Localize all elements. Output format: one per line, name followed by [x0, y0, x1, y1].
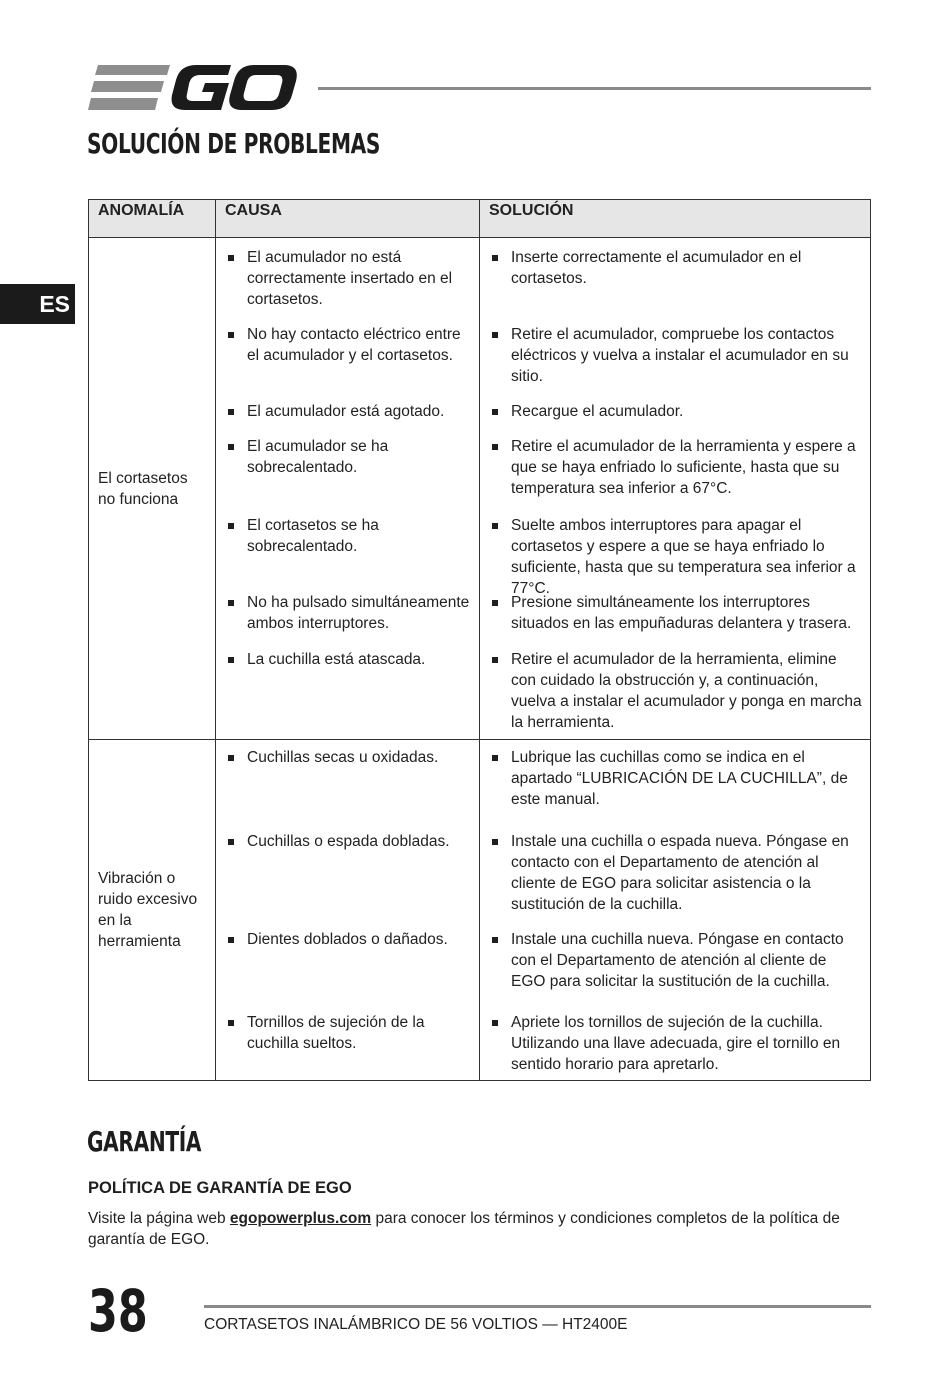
footer-rule — [204, 1305, 871, 1308]
list-item: El acumulador se ha sobrecalentado. — [216, 436, 479, 478]
list-item: Cuchillas o espada dobladas. — [216, 831, 456, 852]
warranty-body: Visite la página web egopowerplus.com para conocer los términos y condiciones completos de la política de garantía de EGO. — [88, 1210, 840, 1248]
header-cause: CAUSA — [216, 200, 480, 238]
troubleshooting-table — [88, 199, 871, 1081]
bullet-icon — [492, 255, 498, 261]
list-item: Recargue el acumulador. — [480, 401, 689, 422]
bullet-icon — [492, 332, 498, 338]
bullet-icon — [228, 1020, 234, 1026]
bullet-icon — [492, 1020, 498, 1026]
bullet-icon — [492, 937, 498, 943]
bullet-icon — [492, 839, 498, 845]
table-row — [89, 238, 871, 740]
list-item: Instale una cuchilla nueva. Póngase en contacto con el Departamento de atención al cliente de EGO para solicitar la sustitución de la cuchilla. — [480, 929, 870, 992]
section-title-warranty: GARANTÍA — [87, 1125, 202, 1158]
list-item: Retire el acumulador, compruebe los contactos eléctricos y vuelva a instalar el acumulador en su sitio. — [480, 324, 870, 387]
header-solution: SOLUCIÓN — [480, 200, 871, 238]
list-item: Cuchillas secas u oxidadas. — [216, 747, 444, 768]
page-number: 38 — [88, 1277, 148, 1345]
list-item: La cuchilla está atascada. — [216, 649, 431, 670]
bullet-icon — [492, 444, 498, 450]
cause-cell — [216, 740, 480, 1081]
section-title-troubleshooting: SOLUCIÓN DE PROBLEMAS — [87, 127, 381, 160]
list-item: Tornillos de sujeción de la cuchilla sueltos. — [216, 1012, 479, 1054]
bullet-icon — [228, 444, 234, 450]
bullet-icon — [492, 657, 498, 663]
list-item: El acumulador está agotado. — [216, 401, 450, 422]
bullet-icon — [228, 937, 234, 943]
bullet-icon — [228, 600, 234, 606]
warranty-subtitle: POLÍTICA DE GARANTÍA DE EGO — [88, 1179, 352, 1197]
language-tab: ES — [0, 284, 75, 324]
list-item: Retire el acumulador de la herramienta, elimine con cuidado la obstrucción y, a continuación, vuelva a instalar el acumulador y ponga en marcha la herramienta. — [480, 649, 870, 733]
bullet-icon — [492, 523, 498, 529]
list-item: Presione simultáneamente los interruptores situados en las empuñaduras delantera y trasera. — [480, 592, 870, 634]
solution-cell — [480, 740, 871, 1081]
bullet-icon — [228, 255, 234, 261]
list-item: Suelte ambos interruptores para apagar el cortasetos y espere a que se haya enfriado lo suficiente, hasta que su temperatura sea inferior a 77°C. — [480, 515, 870, 599]
solution-cell — [480, 238, 871, 740]
list-item: Lubrique las cuchillas como se indica en el apartado “LUBRICACIÓN DE LA CUCHILLA”, de este manual. — [480, 747, 870, 810]
warranty-link[interactable]: egopowerplus.com — [229, 1210, 372, 1227]
anomaly-cell: Vibración o ruido excesivo en la herramienta — [89, 740, 216, 1081]
cause-cell — [216, 238, 480, 740]
bullet-icon — [228, 523, 234, 529]
header-anomaly: ANOMALÍA — [89, 200, 216, 238]
bullet-icon — [228, 755, 234, 761]
bullet-icon — [228, 657, 234, 663]
list-item: Dientes doblados o dañados. — [216, 929, 454, 950]
table-row — [89, 740, 871, 1081]
list-item: Inserte correctamente el acumulador en el cortasetos. — [480, 247, 870, 289]
list-item: No ha pulsado simultáneamente ambos interruptores. — [216, 592, 479, 634]
bullet-icon — [492, 409, 498, 415]
bullet-icon — [228, 839, 234, 845]
list-item: Retire el acumulador de la herramienta y espere a que se haya enfriado lo suficiente, hasta que su temperatura sea inferior a 67°C. — [480, 436, 870, 499]
list-item: El cortasetos se ha sobrecalentado. — [216, 515, 479, 557]
list-item: No hay contacto eléctrico entre el acumulador y el cortasetos. — [216, 324, 479, 366]
bullet-icon — [492, 600, 498, 606]
bullet-icon — [492, 755, 498, 761]
bullet-icon — [228, 332, 234, 338]
list-item: El acumulador no está correctamente insertado en el cortasetos. — [216, 247, 479, 310]
footer-product: CORTASETOS INALÁMBRICO DE 56 VOLTIOS — HT2400E — [204, 1316, 628, 1333]
list-item: Instale una cuchilla o espada nueva. Póngase en contacto con el Departamento de atención al cliente de EGO para solicitar asistencia o la sustitución de la cuchilla. — [480, 831, 870, 915]
list-item: Apriete los tornillos de sujeción de la cuchilla. Utilizando una llave adecuada, gire el tornillo en sentido horario para apretarlo. — [480, 1012, 870, 1075]
anomaly-cell: El cortasetos no funciona — [89, 238, 216, 740]
bullet-icon — [228, 409, 234, 415]
ego-logo — [88, 64, 300, 112]
header-rule — [318, 87, 871, 90]
